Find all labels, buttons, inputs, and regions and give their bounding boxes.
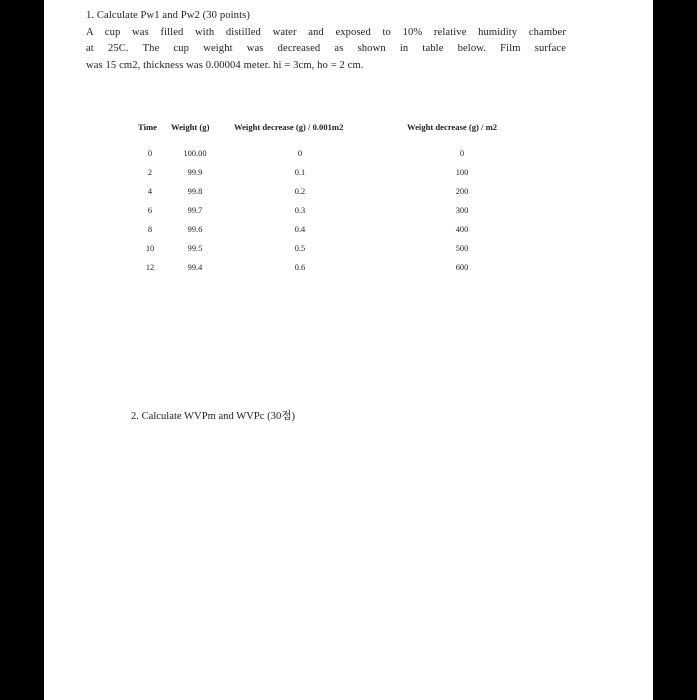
question-1 <box>86 8 566 74</box>
header-weight-decrease-0001m2: Weight decrease (g) / 0.001m2 <box>234 122 344 132</box>
cell-decrease-m2: 100 <box>455 168 469 177</box>
cell-weight: 99.9 <box>187 168 203 177</box>
cell-weight: 99.8 <box>187 187 203 196</box>
cell-time: 8 <box>147 225 153 234</box>
cell-decrease-0001: 0.6 <box>294 263 306 272</box>
question-1-line-1: A cup was filled with distilled water and exposed to 10% relative humidity chamber <box>86 26 566 38</box>
cell-time: 12 <box>145 263 155 272</box>
cell-decrease-0001: 0.4 <box>294 225 306 234</box>
question-1-line-2: at 25C. The cup weight was decreased as shown in table below. Film surface <box>86 43 566 54</box>
cell-decrease-m2: 400 <box>455 225 469 234</box>
cell-decrease-m2: 300 <box>455 206 469 215</box>
cell-decrease-0001: 0.5 <box>294 244 306 253</box>
cell-decrease-0001: 0.1 <box>294 168 306 177</box>
document-page <box>44 0 653 700</box>
cell-decrease-m2: 200 <box>455 187 469 196</box>
cell-time: 2 <box>147 168 153 177</box>
cell-weight: 100.00 <box>183 149 207 158</box>
question-1-title: 1. Calculate Pw1 and Pw2 (30 points) <box>86 10 250 21</box>
question-1-line-3: was 15 cm2, thickness was 0.00004 meter. hi = 3cm, ho = 2 cm. <box>86 59 364 71</box>
cell-time: 10 <box>145 244 155 253</box>
cell-decrease-0001: 0.3 <box>294 206 306 215</box>
header-weight: Weight (g) <box>171 122 210 132</box>
cell-decrease-m2: 600 <box>455 263 469 272</box>
cell-decrease-m2: 0 <box>459 149 465 158</box>
cell-time: 6 <box>147 206 153 215</box>
cell-decrease-0001: 0 <box>297 149 303 158</box>
cell-time: 0 <box>147 149 153 158</box>
cell-weight: 99.6 <box>187 225 203 234</box>
cell-decrease-m2: 500 <box>455 244 469 253</box>
cell-time: 4 <box>147 187 153 196</box>
header-time: Time <box>138 122 157 132</box>
header-weight-decrease-m2: Weight decrease (g) / m2 <box>407 122 498 132</box>
cell-weight: 99.5 <box>187 244 203 253</box>
question-2-title: 2. Calculate WVPm and WVPc (30점) <box>131 411 296 422</box>
cell-decrease-0001: 0.2 <box>294 187 306 196</box>
cell-weight: 99.4 <box>187 263 203 272</box>
cell-weight: 99.7 <box>187 206 203 215</box>
